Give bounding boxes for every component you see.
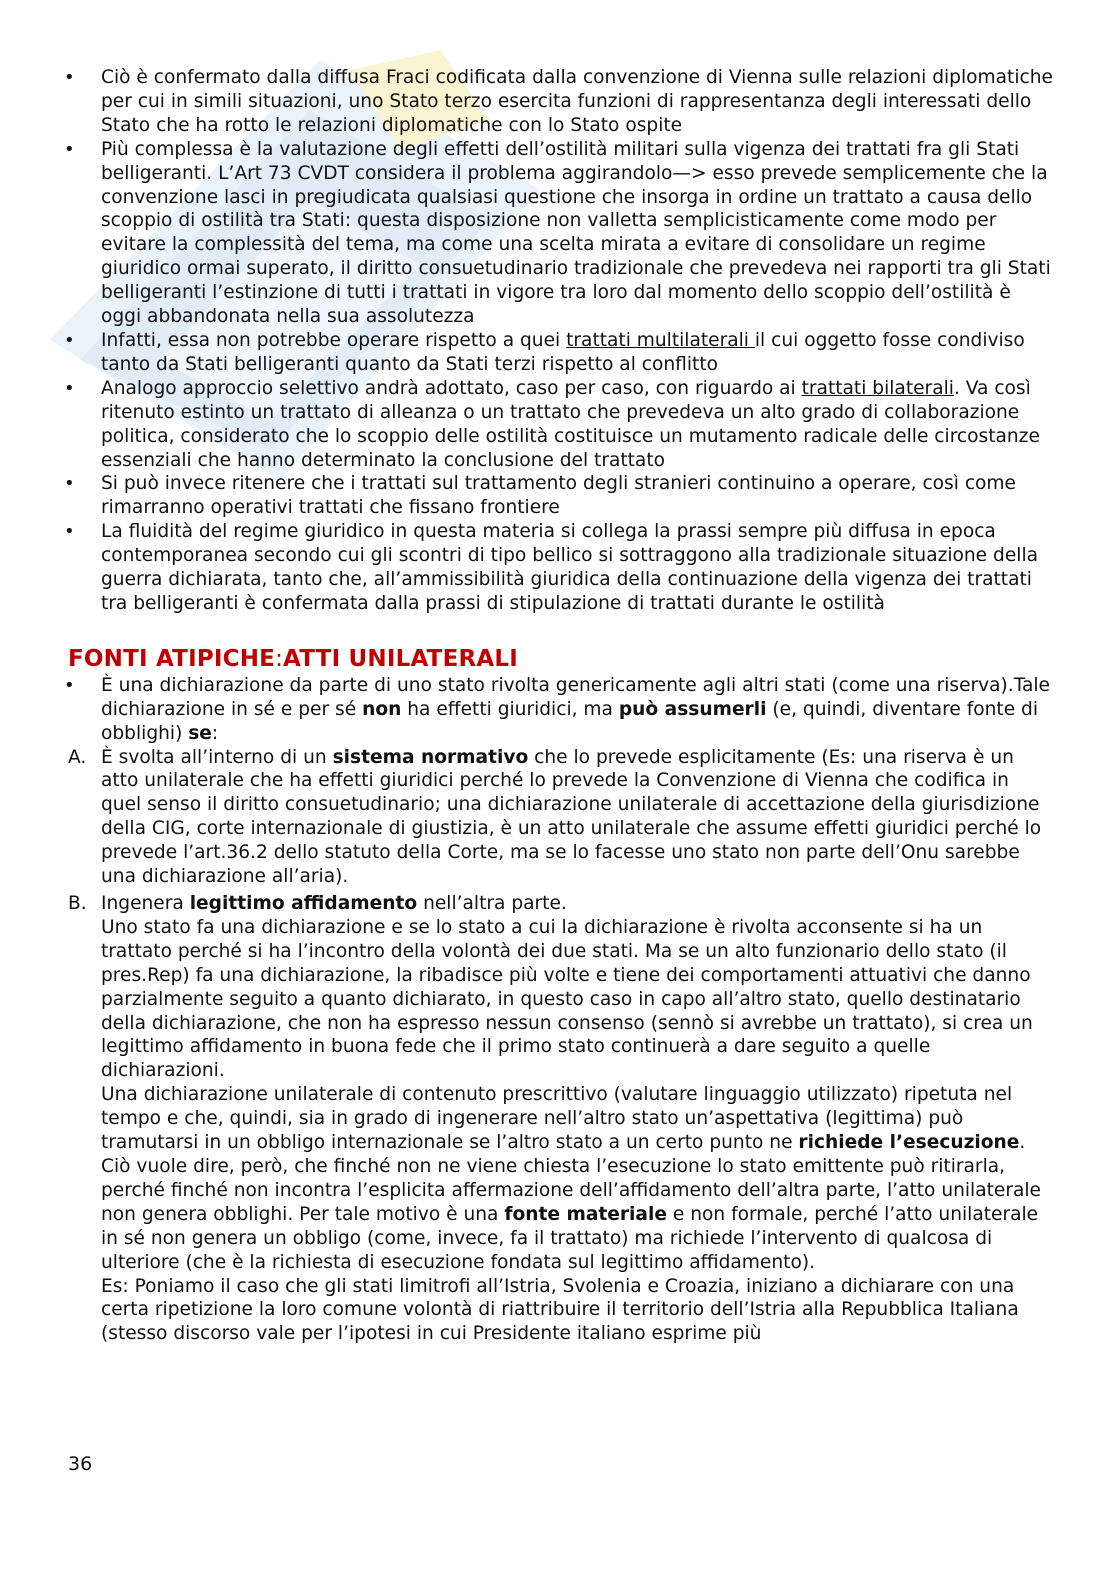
bullet-list-atti <box>68 674 1053 746</box>
section-heading <box>68 644 1053 674</box>
paragraph-text: : <box>211 722 219 744</box>
paragraph-text: e non formale, perché l’atto unilaterale in sé non genera un obbligo (come, invece, fa il trattato) ma richiede l’intervento di qualcosa di ulteriore (che è la richiesta di esecuzione fondata sul legittimo affidamento). <box>101 1203 1039 1273</box>
paragraph-text: È svolta all’interno di un <box>101 746 333 768</box>
list-item <box>68 329 1053 377</box>
bold-term: richiede l’esecuzione <box>798 1132 1020 1154</box>
paragraph-text: ha effetti giuridici, ma <box>401 698 619 720</box>
paragraph-text: Uno stato fa una dichiarazione e se lo stato a cui la dichiarazione è rivolta acconsente si ha un trattato perché si ha l’incontro della volontà dei due stati. Ma se un alto funzionario dello stato (il pres.Rep) fa una dichiarazione, la ribadisce più volte e tiene dei comportamenti attuativi che danno parzialmente seguito a quanto dichiarato, in questo caso in capo all’altro stato, quello destinatario della dichiarazione, che non ha espresso nessun consenso (sennò si avrebbe un trattato), si crea un legittimo affidamento in buona fede che il primo stato continuerà a dare seguito a quelle dichiarazioni. <box>101 916 1033 1082</box>
list-item <box>68 138 1053 329</box>
underlined-term: trattati bilaterali <box>801 377 954 399</box>
bullet-list-trattati <box>68 66 1053 616</box>
list-item-a <box>68 746 1053 889</box>
paragraph-text: (e, quindi, diventare fonte di obblighi) <box>101 698 1039 744</box>
heading-part: ATTI UNILATERALI <box>283 645 519 672</box>
document-page <box>68 66 1053 1346</box>
paragraph-text: nell’altra parte. <box>417 893 567 914</box>
paragraph-text: . Va così ritenuto estinto un trattato di alleanza o un trattato che prevedeva un alto grado di collaborazione politica, considerato che lo scoppio delle ostilità costituisce un mutamento radicale delle circostanze essenziali che hanno determinato la conclusione del trattato <box>101 377 1040 471</box>
paragraph-text: Si può invece ritenere che i trattati sul trattamento degli stranieri continuino a operare, così come rimarranno operativi trattati che fissano frontiere <box>101 473 1016 519</box>
paragraph-text: Infatti, essa non potrebbe operare rispetto a quei <box>101 329 567 351</box>
list-item <box>68 377 1053 473</box>
paragraph-text: La fluidità del regime giuridico in questa materia si collega la prassi sempre più diffusa in epoca contemporanea secondo cui gli scontri di tipo bellico si sottraggono alla tradizionale situazione della guerra dichiarata, tanto che, all’ammissibilità giuridica della continuazione della vigenza dei trattati tra belligeranti è confermata dalla prassi di stipulazione di trattati durante le ostilità <box>101 521 1039 614</box>
paragraph-text: È una dichiarazione da parte di uno stato rivolta genericamente agli altri stati (come una riserva).Tale dichiarazione in sé e per sé <box>101 674 1050 720</box>
bold-term: fonte materiale <box>504 1203 667 1225</box>
paragraph-text: Es: Poniamo il caso che gli stati limitrofi all’Istria, Svolenia e Croazia, iniziano a dichiarare con una certa ripetizione la loro comune volontà di riattribuire il territorio dell’Istria alla Repubblica Italiana (stesso discorso vale per l’ipotesi in cui Presidente italiano esprime più <box>101 1275 1019 1345</box>
list-item <box>68 674 1053 746</box>
lettered-list <box>68 746 1053 1347</box>
bold-term: può assumerli <box>618 698 767 720</box>
list-item <box>68 472 1053 520</box>
bold-term: non <box>362 698 402 720</box>
list-marker: B. <box>68 893 87 914</box>
paragraph-text: che lo prevede esplicitamente (Es: una riserva è un atto unilaterale che ha effetti giuridici perché lo prevede la Convenzione di Vienna che codifica in quel senso il diritto consuetudinario; una dichiarazione unilaterale di accettazione della giurisdizione della CIG, corte internazionale di giustizia, è un atto unilaterale che assume effetti giuridici perché lo prevede l’art.36.2 dello statuto della Corte, ma se lo facesse uno stato non parte dell’Onu sarebbe una dichiarazione all’aria). <box>101 746 1042 888</box>
paragraph-text: . Ciò vuole dire, però, che finché non ne viene chiesta l’esecuzione lo stato emittente può ritirarla, perché finché non incontra l’esplicita affermazione dell’affidamento dell’altra parte, l’atto unilaterale non genera obblighi. Per tale motivo è una <box>101 1132 1041 1225</box>
paragraph-text: il cui oggetto fosse condiviso tanto da Stati belligeranti quanto da Stati terzi rispetto al conflitto <box>101 329 1025 375</box>
bold-term: sistema normativo <box>332 746 529 768</box>
paragraph-text: Ciò è confermato dalla diffusa Fraci codificata dalla convenzione di Vienna sulle relazioni diplomatiche per cui in simili situazioni, uno Stato terzo esercita funzioni di rappresentanza degli interessati dello Stato che ha rotto le relazioni diplomatiche con lo Stato ospite <box>101 67 1053 136</box>
paragraph-text: Più complessa è la valutazione degli effetti dell’ostilità militari sulla vigenza dei trattati fra gli Stati belligeranti. L’Art 73 CVDT considera il problema aggirandolo—> esso prevede semplicemente che la convenzione lasci in pregiudicata qualsiasi questione che insorga in ordine un trattato a causa dello scoppio di ostilità tra Stati: questa disposizione non valletta semplicisticamente come modo per evitare la complessità del tema, ma come una scelta mirata a evitare di consolidare un regime giuridico ormai superato, il diritto consuetudinario tradizionale che prevedeva nei rapporti tra gli Stati belligeranti l’estinzione di tutti i trattati in vigore tra loro dal momento dello scoppio dell’ostilità è oggi abbandonata nella sua assolutezza <box>101 138 1051 328</box>
bold-term: legittimo affidamento <box>189 893 418 914</box>
list-item <box>68 66 1053 138</box>
list-item <box>68 520 1053 616</box>
list-item-b <box>68 892 1053 1346</box>
paragraph-text: Ingenera <box>101 893 190 914</box>
paragraph-text: Una dichiarazione unilaterale di contenuto prescrittivo (valutare linguaggio utilizzato) ripetuta nel tempo e che, quindi, sia in grado di ingenerare nell’altro stato un’aspettativa (legittima) può tramutarsi in un obbligo internazionale se l’altro stato a un certo punto ne <box>101 1084 1013 1154</box>
heading-separator: : <box>275 645 284 672</box>
underlined-term: trattati multilaterali <box>566 329 755 351</box>
bold-term: se <box>188 722 212 744</box>
list-marker: A. <box>68 746 87 768</box>
page-number: 36 <box>68 1453 93 1475</box>
heading-part: FONTI ATIPICHE <box>68 645 276 672</box>
paragraph-text: Analogo approccio selettivo andrà adottato, caso per caso, con riguardo ai <box>101 377 802 399</box>
